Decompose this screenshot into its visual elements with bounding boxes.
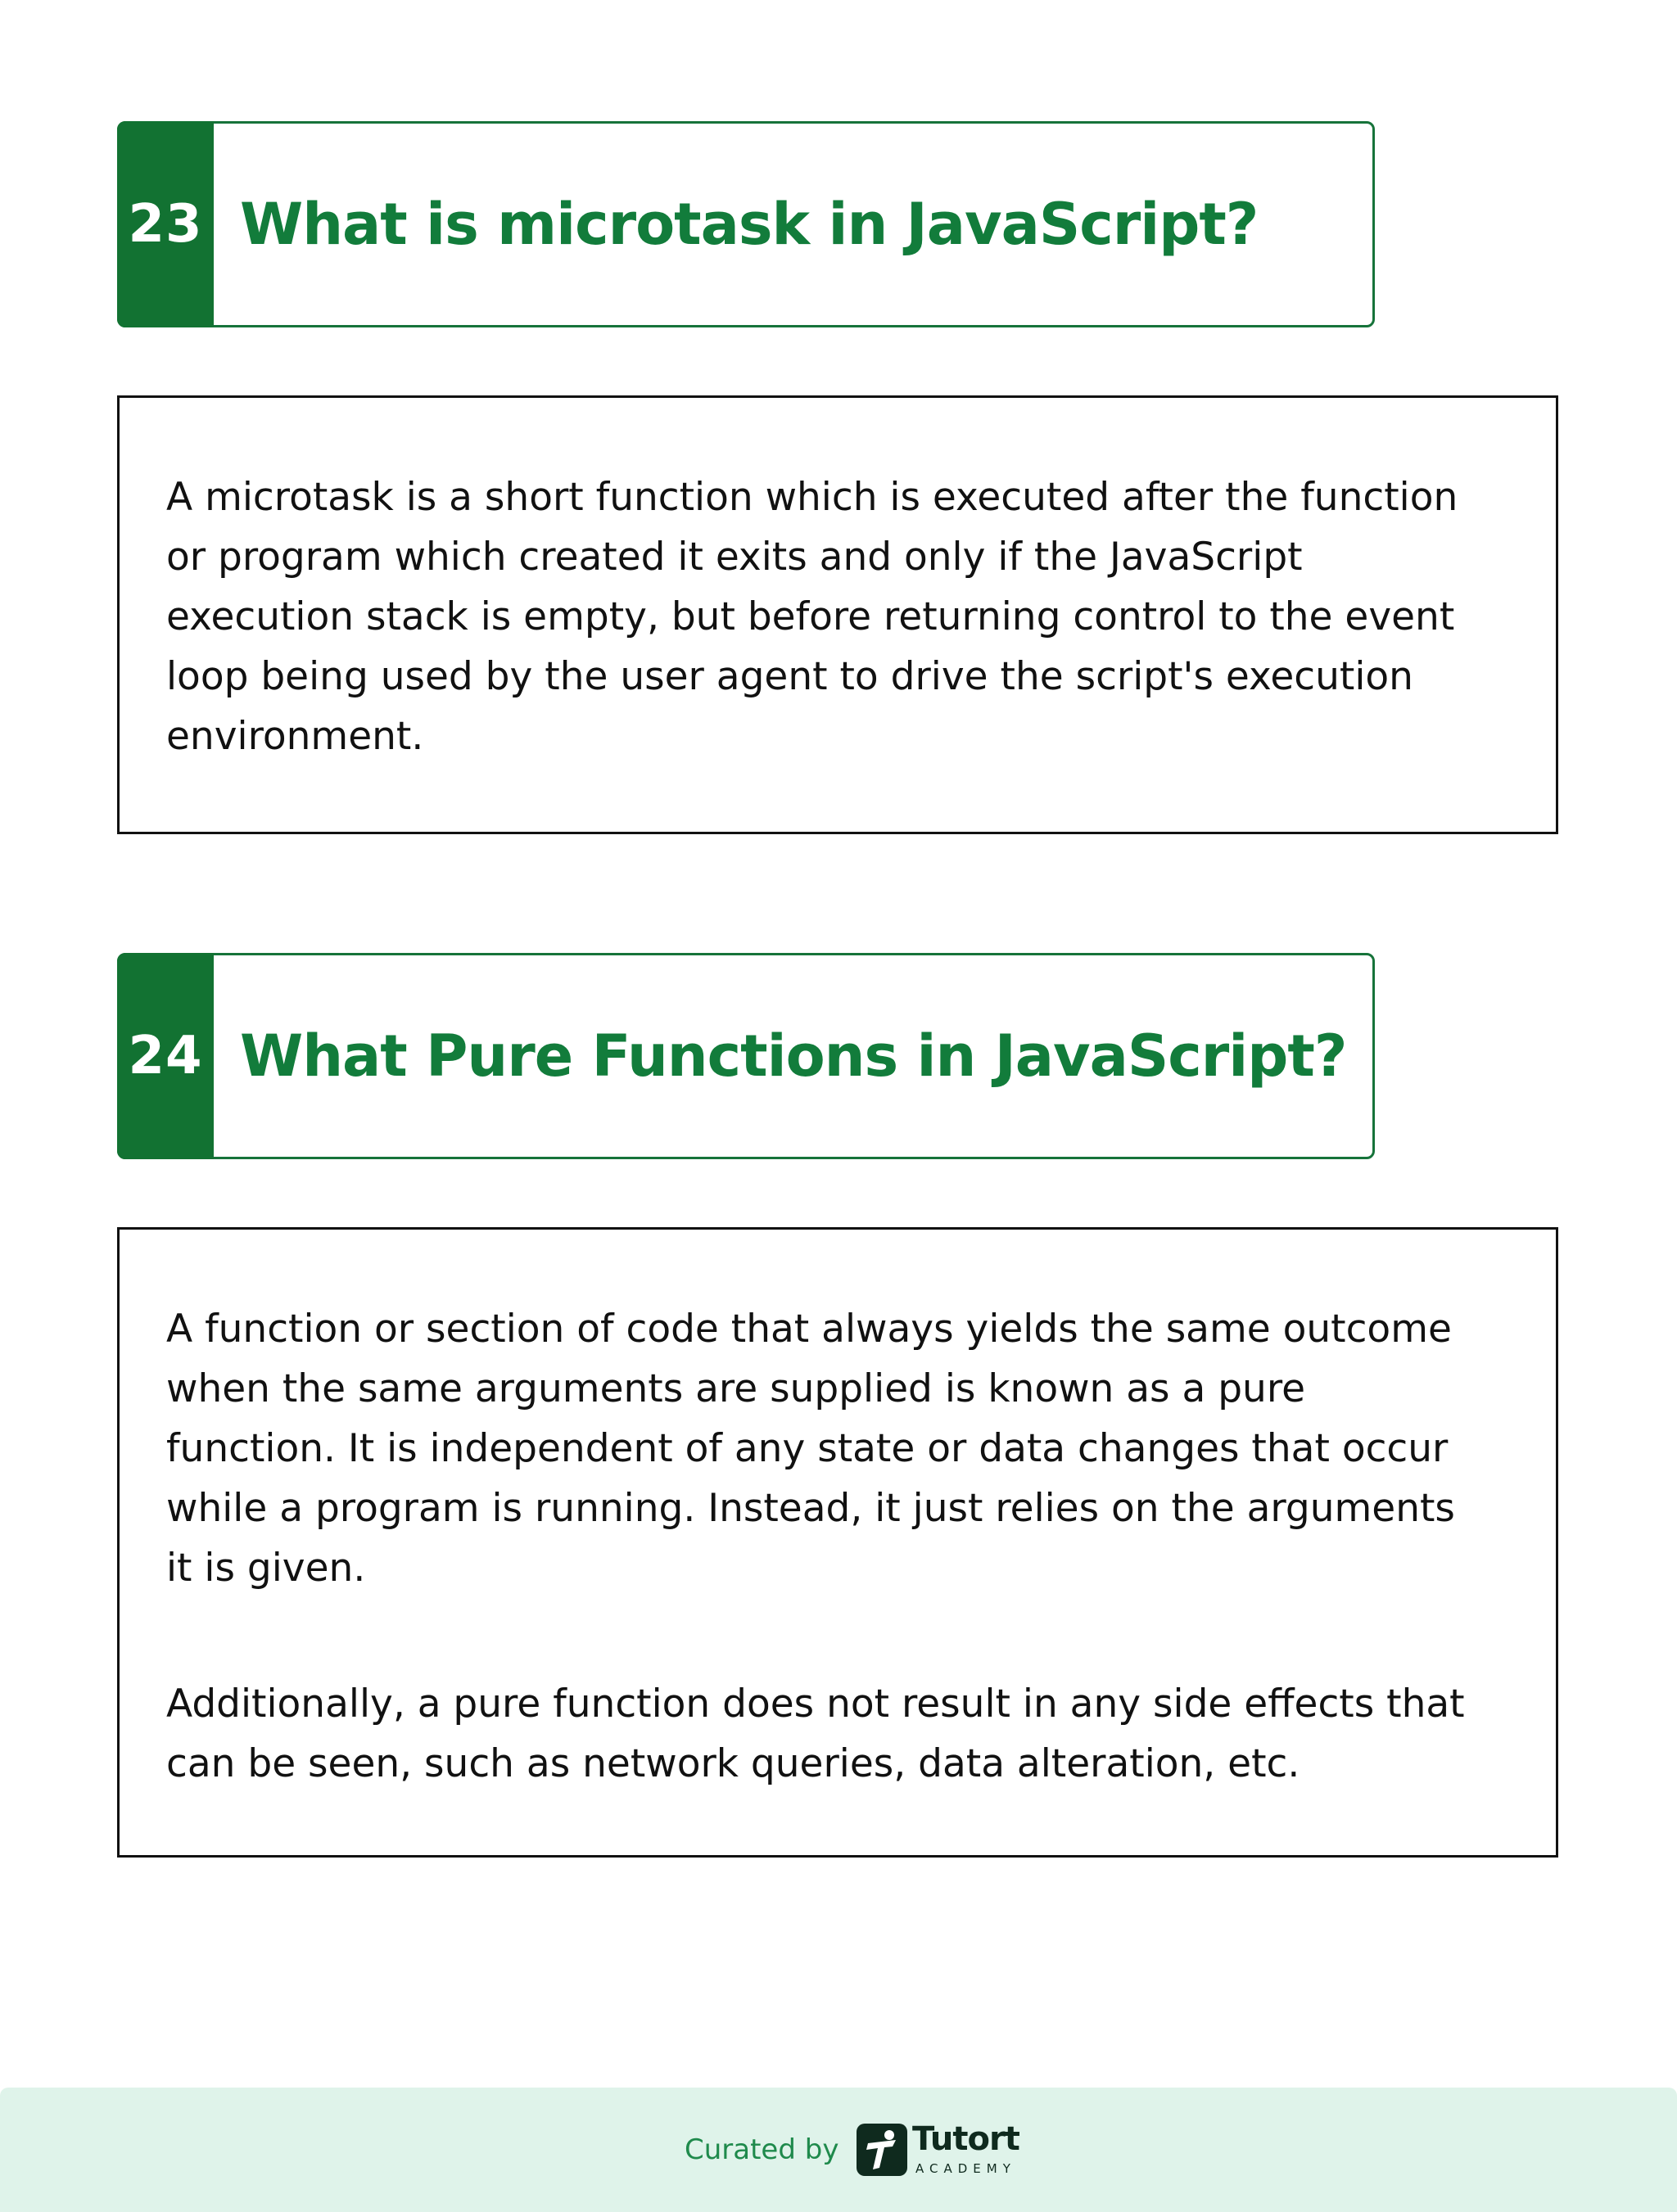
question-23-header: [117, 121, 1375, 327]
question-title: What Pure Functions in JavaScript?: [240, 1022, 1347, 1090]
question-title: What is microtask in JavaScript?: [240, 191, 1259, 258]
answer-paragraph-2: Additionally, a pure function does not result in any side effects that can be seen, such as network queries, data alteration, etc.: [166, 1682, 1465, 1786]
answer-box-23: [117, 395, 1558, 834]
footer: [0, 2088, 1677, 2212]
answer-text: A microtask is a short function which is executed after the function or program which created it exits and only if the JavaScript execution stack is empty, but before returning control to the event loop being used by the user agent to drive the script's execution environment.: [166, 475, 1458, 759]
answer-paragraph-1: A function or section of code that always yields the same outcome when the same arguments are supplied is known as a pure function. It is independent of any state or data changes that occur while a program is running. Instead, it just relies on the arguments it is given.: [166, 1307, 1455, 1591]
answer-box-24: [117, 1227, 1558, 1858]
question-number-badge: 23: [117, 121, 214, 327]
tutort-logo-icon: [857, 2124, 907, 2176]
brand-subtitle: ACADEMY: [915, 2161, 1016, 2176]
question-number-badge: 24: [117, 953, 214, 1159]
curated-by-label: Curated by: [685, 2133, 839, 2166]
brand-name: Tutort: [912, 2120, 1019, 2158]
question-24-header: [117, 953, 1375, 1159]
